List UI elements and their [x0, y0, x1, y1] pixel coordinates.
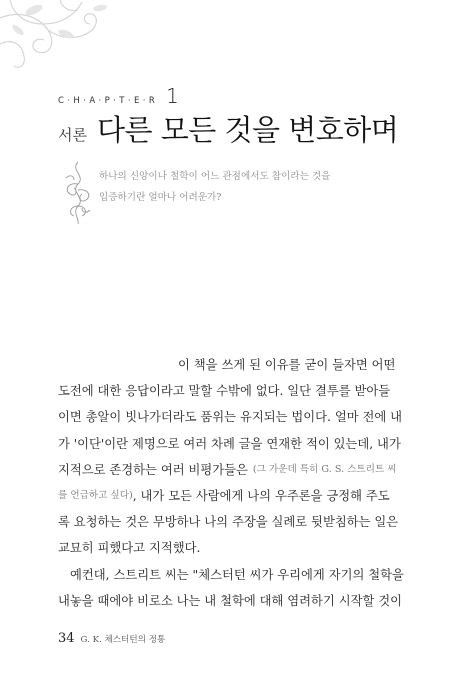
title-main: 다른 모든 것을 변호하며: [96, 113, 399, 147]
page-footer: [58, 631, 165, 646]
epigraph-flourish-icon: [60, 160, 96, 226]
body-line-text: 이 책을 쓰게 된 이유를 굳이 들자면 어떤: [178, 358, 396, 372]
epigraph: [99, 166, 419, 208]
body-line: [58, 431, 414, 457]
body-line-text: , 내가 모든 사람에게 나의 우주론을 긍정해 주도: [132, 489, 390, 504]
chapter-title: [58, 108, 398, 149]
title-prefix: 서론: [58, 126, 87, 144]
epigraph-line: 입증하기란 얼마나 어려운가?: [99, 192, 222, 203]
chapter-heading: [58, 84, 179, 108]
body-line-text: 예컨대, 스트리트 씨는 "체스터턴 씨가 우리에게 자기의 철학을: [70, 567, 404, 582]
chapter-label: C·H·A·P·T·E·R: [58, 96, 159, 106]
body-line: [58, 509, 414, 535]
body-line-text: 가 '이단'이란 제명으로 여러 차례 글을 연재한 적이 있는데, 내가: [58, 436, 401, 451]
body-line-text: 내놓을 때에야 비로소 나는 내 철학에 대해 염려하기 시작할 것이: [58, 593, 403, 608]
page-number: 34: [58, 631, 75, 646]
epigraph-line: 하나의 신앙이나 철학이 어느 관점에서도 참이라는 것을: [99, 171, 331, 182]
chapter-number: 1: [166, 84, 179, 108]
body-line: [58, 378, 414, 404]
body-line-text: 지적으로 존경하는 여러 비평가들은: [58, 462, 248, 477]
body-text: [58, 352, 414, 614]
body-line-text: 이면 총알이 빗나가더라도 품위는 유지되는 법이다. 얼마 전에 내: [58, 410, 403, 425]
body-line: [58, 483, 414, 509]
body-line: [58, 588, 414, 614]
body-line: [58, 535, 414, 561]
body-line: [58, 352, 414, 378]
body-line: [58, 562, 414, 588]
body-line-text: 도전에 대한 응답이라고 말할 수밖에 없다. 일단 결투를 받아들: [58, 384, 391, 399]
parenthetical-note: (그 가운데 특히 G. S. 스트리트 씨: [252, 463, 397, 475]
body-line: [58, 404, 414, 430]
body-line-text: 록 요청하는 것은 무방하나 나의 주장을 실례로 뒷받침하는 일은: [58, 515, 399, 530]
corner-flourish-ornament: [0, 0, 120, 70]
running-title: G. K. 체스터턴의 정통: [80, 635, 166, 645]
parenthetical-note: 를 언급하고 싶다): [58, 490, 133, 502]
body-line-text: 교묘히 피했다고 지적했다.: [58, 541, 201, 556]
body-line: [58, 457, 414, 483]
